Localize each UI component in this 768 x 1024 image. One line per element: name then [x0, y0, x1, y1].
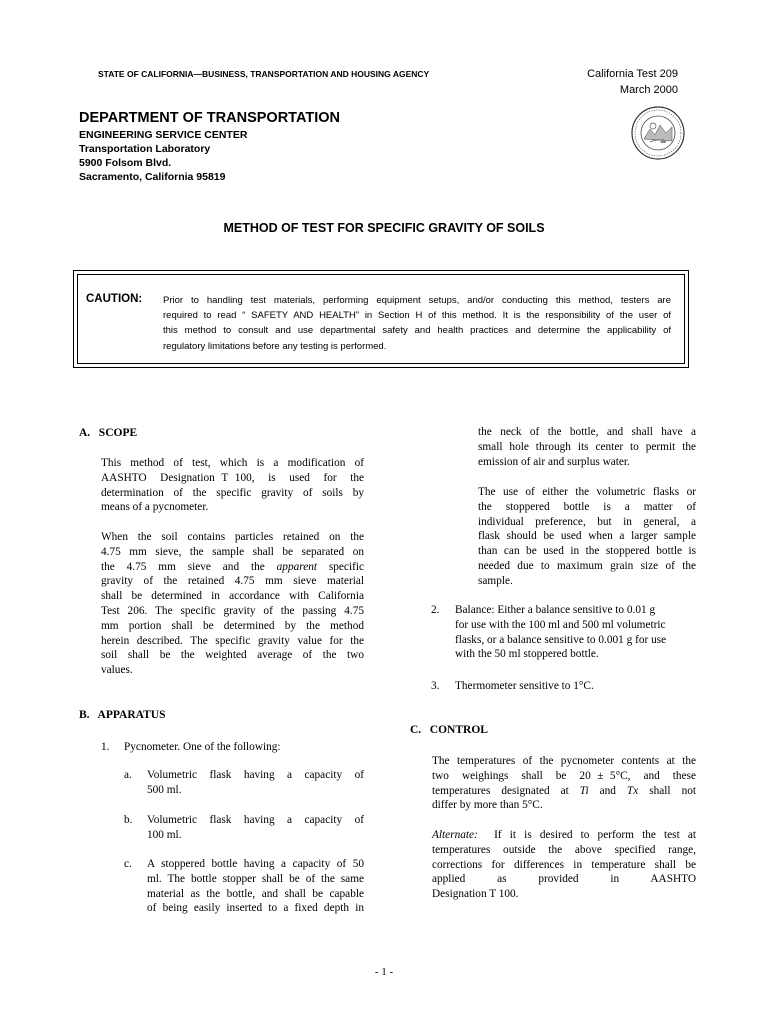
item-c-continued	[478, 425, 696, 469]
text-line: gravity of the retained 4.75 mm sieve material	[101, 575, 364, 588]
text-line: Volumetric flask having a capacity of	[147, 769, 364, 781]
control-paragraph-1	[432, 754, 696, 813]
text-span: temperatures designated at	[432, 784, 580, 797]
text-line: The temperatures of the pycnometer contents at the	[432, 755, 696, 767]
text-span: specific	[317, 560, 365, 573]
text-line	[432, 828, 696, 843]
item-a-text	[147, 768, 364, 798]
emphasis-apparent: apparent	[276, 560, 318, 573]
text-line: the stoppered bottle is a matter of	[478, 500, 696, 513]
control-alternate-paragraph	[432, 828, 696, 902]
pycnometer-usage-paragraph	[478, 485, 696, 589]
text-line: This method of test, which is a modification of	[101, 457, 364, 469]
text-line: When the soil contains particles retained on the	[101, 531, 364, 543]
text-line: than can be used in the stoppered bottle is	[478, 545, 696, 558]
text-line: small hole through its center to permit the	[478, 440, 696, 453]
alternate-label: Alternate:	[432, 829, 478, 841]
text-line	[432, 784, 696, 799]
dept-line: ENGINEERING SERVICE CENTER	[79, 129, 248, 141]
item-a-number: a.	[124, 769, 132, 781]
text-line: values.	[101, 664, 133, 677]
dept-line: Sacramento, California 95819	[79, 171, 226, 183]
section-c-heading: C. CONTROL	[410, 724, 488, 736]
apparatus-item-2-number: 2.	[431, 604, 440, 616]
text-line: 500 ml.	[147, 783, 182, 796]
text-line: of being easily inserted to a fixed depth in	[147, 902, 364, 915]
department-address	[79, 128, 247, 184]
text-line: Test 206. The specific gravity of the passing 4.75	[101, 604, 364, 617]
text-line: for use with the 100 ml and 500 ml volumetric	[455, 618, 666, 631]
item-c-number: c.	[124, 858, 132, 870]
dept-line: Transportation Laboratory	[79, 143, 211, 155]
text-line: Designation T 100.	[432, 888, 519, 901]
item-b-text	[147, 813, 364, 843]
state-seal-icon	[630, 105, 686, 161]
section-a-heading: A. SCOPE	[79, 427, 138, 439]
text-line: differ by more than 5°C.	[432, 799, 543, 812]
apparatus-item-3-text: Thermometer sensitive to 1°C.	[455, 680, 594, 692]
text-line: Balance: Either a balance sensitive to 0.01 g	[455, 604, 656, 616]
text-line: The use of either the volumetric flasks or	[478, 486, 696, 498]
text-line: flask should be used when a larger sample	[478, 530, 696, 543]
text-span: If it is desired to perform the test at	[477, 829, 696, 841]
test-info	[587, 66, 678, 98]
caution-text	[163, 293, 671, 354]
page-number: - 1 -	[374, 966, 394, 978]
test-date: March 2000	[619, 84, 678, 96]
apparatus-item-3-number: 3.	[431, 680, 440, 692]
text-line: flasks, or a balance sensitive to 0.001 g for use	[455, 633, 667, 646]
text-line: corrections for differences in temperature shall be	[432, 858, 696, 871]
text-line	[101, 560, 364, 575]
text-line: 100 ml.	[147, 828, 182, 841]
text-line: needed due to maximum grain size of the	[478, 559, 696, 572]
text-span: shall not	[638, 784, 696, 797]
text-line: means of a pycnometer.	[101, 501, 209, 514]
text-line: applied as provided in AASHTO	[432, 873, 696, 886]
text-line: the neck of the bottle, and shall have a	[478, 426, 696, 438]
caution-line: required to read “ SAFETY AND HEALTH” in Section H of this method. It is the responsibility of the user of	[163, 310, 671, 322]
caution-label: CAUTION:	[86, 293, 143, 305]
caution-line: regulatory limitations before any testing is performed.	[163, 340, 387, 352]
document-title: METHOD OF TEST FOR SPECIFIC GRAVITY OF SOILS	[223, 221, 545, 235]
apparatus-item-1-text: Pycnometer. One of the following:	[124, 741, 281, 753]
scope-paragraph-2	[101, 530, 364, 678]
text-line: A stoppered bottle having a capacity of 50	[147, 858, 364, 870]
caution-line: this method to consult and use departmental safety and health practices and determine the applicability of	[163, 325, 671, 337]
text-line: AASHTO Designation T 100, is used for the	[101, 471, 364, 484]
symbol-tx: Tx	[626, 784, 639, 797]
department-title: DEPARTMENT OF TRANSPORTATION	[79, 110, 340, 126]
text-line: two weighings shall be 20 ± 5°C, and these	[432, 769, 696, 782]
symbol-ti: Ti	[579, 784, 589, 797]
item-b-number: b.	[124, 814, 133, 826]
apparatus-item-2-text	[455, 603, 696, 662]
text-line: temperatures outside the above specified range,	[432, 843, 696, 856]
text-line: with the 50 ml stoppered bottle.	[455, 648, 599, 661]
text-line: herein described. The specific gravity value for the	[101, 634, 364, 647]
text-line: sample.	[478, 574, 513, 587]
section-b-heading: B. APPARATUS	[79, 709, 166, 721]
text-span: and	[588, 784, 627, 797]
text-line: Volumetric flask having a capacity of	[147, 814, 364, 826]
dept-line: 5900 Folsom Blvd.	[79, 157, 172, 169]
text-line: material as the bottle, and shall be capable	[147, 887, 364, 900]
text-line: individual preference, but in general, a	[478, 515, 696, 528]
apparatus-item-1-number: 1.	[101, 741, 110, 753]
text-line: determination of the specific gravity of soils by	[101, 486, 364, 499]
text-line: 4.75 mm sieve, the sample shall be separated on	[101, 545, 364, 558]
text-line: mm portion shall be determined by the method	[101, 619, 364, 632]
text-span: the 4.75 mm sieve and the	[101, 560, 277, 573]
test-number: California Test 209	[587, 68, 678, 80]
agency-header: STATE OF CALIFORNIA—BUSINESS, TRANSPORTATION AND HOUSING AGENCY	[98, 69, 430, 79]
text-line: ml. The bottle stopper shall be of the same	[147, 872, 364, 885]
scope-paragraph-1	[101, 456, 364, 515]
caution-line: Prior to handling test materials, performing equipment setups, and/or conducting this method, testers are	[163, 295, 671, 306]
text-line: shall be determined in accordance with California	[101, 590, 364, 603]
text-line: soil shall be the weighted average of the two	[101, 649, 364, 662]
text-line: emission of air and surplus water.	[478, 455, 630, 468]
item-c-text	[147, 857, 364, 916]
